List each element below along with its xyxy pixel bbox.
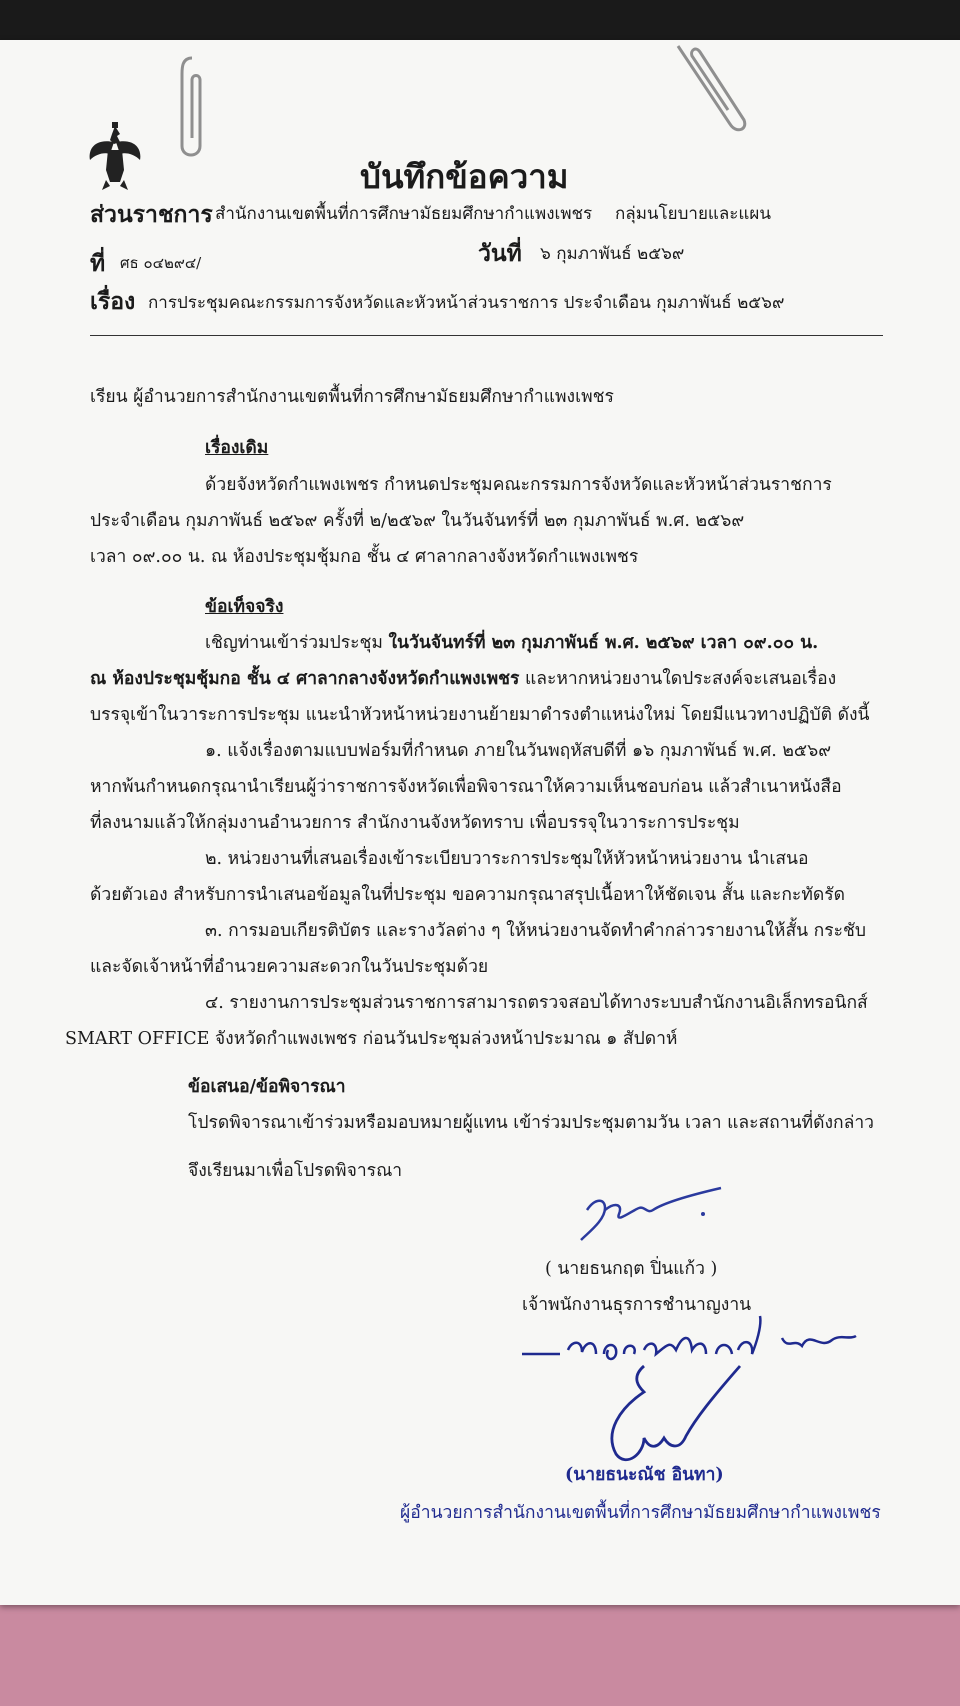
garuda-emblem-icon	[84, 120, 146, 192]
facts-item: ๓. การมอบเกียรติบัตร และรางวัลต่าง ๆ ให้หน่วยงานจัดทำคำกล่าวรายงานให้สั้น กระชับ	[205, 921, 867, 941]
facts-line: ด้วยตัวเอง สำหรับการนำเสนอข้อมูลในที่ประชุม ขอความกรุณาสรุปเนื้อหาให้ชัดเจน สั้น และกะทัดรัด	[90, 885, 845, 905]
facts-heading: ข้อเท็จจริง	[205, 597, 284, 617]
background-heading: เรื่องเดิม	[205, 438, 269, 458]
header-divider	[90, 335, 883, 336]
closing-line: จึงเรียนมาเพื่อโปรดพิจารณา	[188, 1161, 403, 1181]
background-line: ด้วยจังหวัดกำแพงเพชร กำหนดประชุมคณะกรรมการจังหวัดและหัวหน้าส่วนราชการ	[205, 475, 832, 495]
facts-item: ๒. หน่วยงานที่เสนอเรื่องเข้าระเบียบวาระการประชุมให้หัวหน้าหน่วยงาน นำเสนอ	[205, 849, 809, 869]
facts-item: ๑. แจ้งเรื่องตามแบบฟอร์มที่กำหนด ภายในวันพฤหัสบดีที่ ๑๖ กุมภาพันธ์ พ.ศ. ๒๕๖๙	[205, 741, 832, 761]
subject-label: เรื่อง	[90, 288, 136, 315]
facts-line: ที่ลงนามแล้วให้กลุ่มงานอำนวยการ สำนักงานจังหวัดทราบ เพื่อบรรจุในวาระการประชุม	[90, 813, 740, 833]
signature-icon	[575, 1180, 725, 1250]
background-line: เวลา ๐๙.๐๐ น. ณ ห้องประชุมชุ้มกอ ชั้น ๔ ศาลากลางจังหวัดกำแพงเพชร	[90, 547, 639, 567]
facts-line: และจัดเจ้าหน้าที่อำนวยความสะดวกในวันประชุมด้วย	[90, 957, 489, 977]
memo-paper	[0, 40, 960, 1605]
ref-label: ที่	[90, 250, 106, 277]
subject-value: การประชุมคณะกรรมการจังหวัดและหัวหน้าส่วนราชการ ประจำเดือน กุมภาพันธ์ ๒๕๖๙	[148, 293, 785, 313]
facts-item: ๔. รายงานการประชุมส่วนราชการสามารถตรวจสอบได้ทางระบบสำนักงานอิเล็กทรอนิกส์	[205, 993, 868, 1013]
facts-line: ณ ห้องประชุมชุ้มกอ ชั้น ๔ ศาลากลางจังหวัดกำแพงเพชร และหากหน่วยงานใดประสงค์จะเสนอเรื่อง	[90, 669, 837, 689]
signatory-position: เจ้าพนักงานธุรการชำนาญงาน	[522, 1295, 752, 1315]
salutation: เรียน ผู้อำนวยการสำนักงานเขตพื้นที่การศึกษามัธยมศึกษากำแพงเพชร	[90, 387, 614, 407]
director-position: ผู้อำนวยการสำนักงานเขตพื้นที่การศึกษามัธยมศึกษากำแพงเพชร	[400, 1503, 881, 1523]
facts-line: เชิญท่านเข้าร่วมประชุม ในวันจันทร์ที่ ๒๓ กุมภาพันธ์ พ.ศ. ๒๕๖๙ เวลา ๐๙.๐๐ น.	[205, 633, 819, 653]
signature-icon	[600, 1358, 760, 1468]
signatory-name: ( นายธนกฤต ปิ่นแก้ว )	[545, 1259, 718, 1279]
facts-line: SMART OFFICE จังหวัดกำแพงเพชร ก่อนวันประชุมล่วงหน้าประมาณ ๑ สัปดาห์	[65, 1029, 678, 1049]
memo-title: บันทึกข้อความ	[360, 157, 569, 196]
facts-line: บรรจุเข้าในวาระการประชุม แนะนำหัวหน้าหน่วยงานย้ายมาดำรงตำแหน่งใหม่ โดยมีแนวทางปฏิบัติ ดังนี้	[90, 705, 870, 725]
agency-value: สำนักงานเขตพื้นที่การศึกษามัธยมศึกษากำแพงเพชร	[215, 204, 593, 224]
proposal-heading: ข้อเสนอ/ข้อพิจารณา	[188, 1077, 346, 1097]
background-line: ประจำเดือน กุมภาพันธ์ ๒๕๖๙ ครั้งที่ ๒/๒๕๖๙ ในวันจันทร์ที่ ๒๓ กุมภาพันธ์ พ.ศ. ๒๕๖๙	[90, 511, 745, 531]
agency-label: ส่วนราชการ	[90, 201, 213, 228]
director-name: (นายธนะณัช อินทา)	[565, 1465, 724, 1485]
facts-line: หากพ้นกำหนดกรุณานำเรียนผู้ว่าราชการจังหวัดเพื่อพิจารณาให้ความเห็นชอบก่อน แล้วสำเนาหนังสือ	[90, 777, 842, 797]
date-value: ๖ กุมภาพันธ์ ๒๕๖๙	[540, 244, 685, 264]
date-label: วันที่	[478, 240, 522, 267]
ref-value: ศธ ๐๔๒๙๔/	[120, 254, 202, 272]
paperclip-icon	[672, 40, 752, 140]
paperclip-icon	[178, 54, 218, 164]
agency-group: กลุ่มนโยบายและแผน	[615, 204, 771, 224]
proposal-line: โปรดพิจารณาเข้าร่วมหรือมอบหมายผู้แทน เข้าร่วมประชุมตามวัน เวลา และสถานที่ดังกล่าว	[188, 1113, 874, 1133]
pink-desk-surface	[0, 1595, 960, 1706]
